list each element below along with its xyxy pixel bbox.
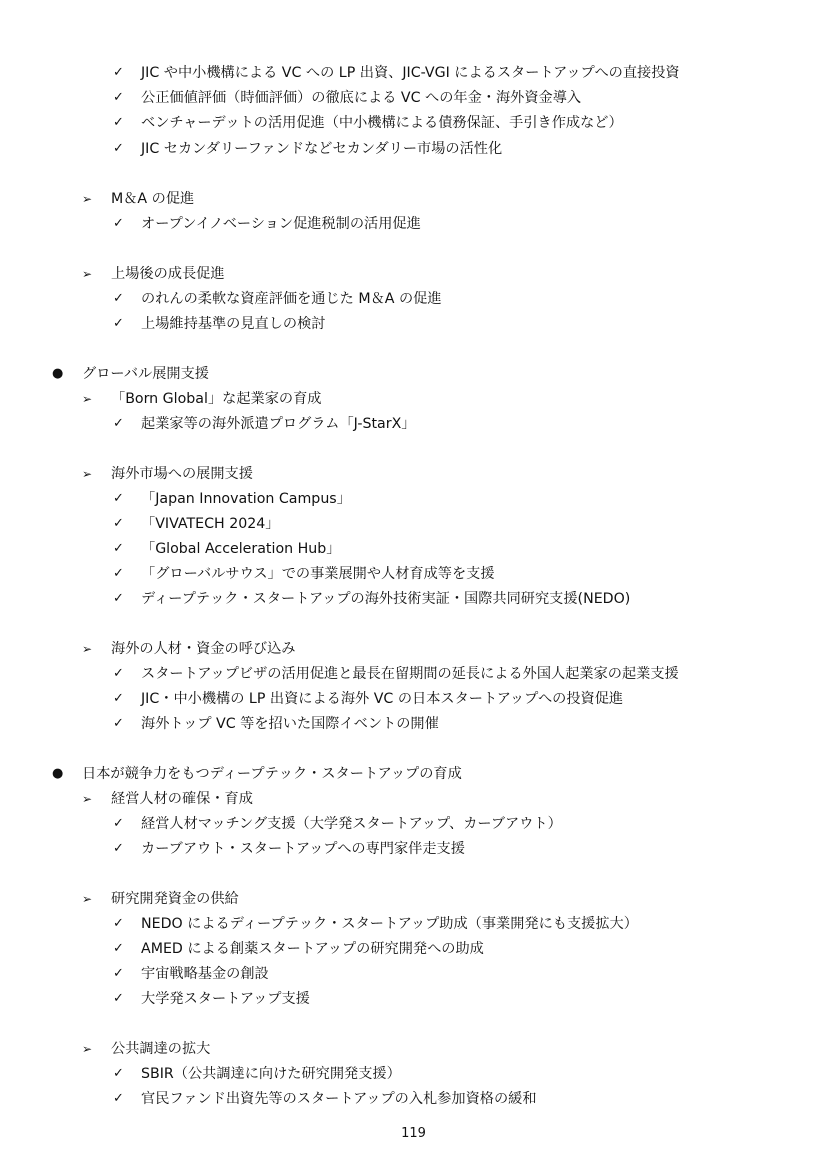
checkmark-icon: ✓ <box>113 316 124 331</box>
checkmark-icon: ✓ <box>113 141 124 156</box>
arrow-bullet-icon: ➢ <box>82 392 93 406</box>
arrow-bullet-icon: ➢ <box>82 792 93 806</box>
checkmark-icon: ✓ <box>113 90 124 105</box>
item-text: 「Global Acceleration Hub」 <box>141 541 341 557</box>
item-text: 起業家等の海外派遣プログラム「J-StarX」 <box>141 416 416 432</box>
checkmark-icon: ✓ <box>113 816 124 831</box>
checkmark-icon: ✓ <box>113 291 124 306</box>
checkmark-icon: ✓ <box>113 941 124 956</box>
arrow-bullet-icon: ➢ <box>82 642 93 656</box>
checkmark-icon: ✓ <box>113 1091 124 1106</box>
item-text: SBIR（公共調達に向けた研究開発支援） <box>141 1066 401 1082</box>
checkmark-icon: ✓ <box>113 115 124 130</box>
item-text: 海外の人材・資金の呼び込み <box>111 641 296 657</box>
item-text: 海外市場への展開支援 <box>111 466 253 482</box>
checkmark-icon: ✓ <box>113 591 124 606</box>
item-text: 研究開発資金の供給 <box>111 891 239 907</box>
bullet-dot-icon: ● <box>52 366 64 381</box>
item-text: ディープテック・スタートアップの海外技術実証・国際共同研究支援(NEDO) <box>141 591 631 607</box>
item-text: JIC や中小機構による VC への LP 出資、JIC-VGI によるスタートアップへの直接投資 <box>141 65 680 81</box>
item-text: 公共調達の拡大 <box>111 1041 211 1057</box>
item-text: 「VIVATECH 2024」 <box>141 516 280 532</box>
item-text: 「Japan Innovation Campus」 <box>141 491 351 507</box>
item-text: 「グローバルサウス」での事業展開や人材育成等を支援 <box>141 566 495 582</box>
item-text: NEDO によるディープテック・スタートアップ助成（事業開発にも支援拡大） <box>141 916 638 932</box>
item-text: 経営人材マッチング支援（大学発スタートアップ、カーブアウト） <box>141 816 562 832</box>
checkmark-icon: ✓ <box>113 916 124 931</box>
item-text: 上場維持基準の見直しの検討 <box>141 316 326 332</box>
arrow-bullet-icon: ➢ <box>82 892 93 906</box>
item-text: オープンイノベーション促進税制の活用促進 <box>141 216 421 232</box>
checkmark-icon: ✓ <box>113 65 124 80</box>
arrow-bullet-icon: ➢ <box>82 467 93 481</box>
item-text: カーブアウト・スタートアップへの専門家伴走支援 <box>141 841 465 857</box>
item-text: スタートアップビザの活用促進と最長在留期間の延長による外国人起業家の起業支援 <box>141 666 679 682</box>
item-text: AMED による創薬スタートアップの研究開発への助成 <box>141 941 484 957</box>
checkmark-icon: ✓ <box>113 541 124 556</box>
checkmark-icon: ✓ <box>113 516 124 531</box>
item-text: ベンチャーデットの活用促進（中小機構による債務保証、手引き作成など） <box>141 115 623 131</box>
item-text: のれんの柔軟な資産評価を通じた M＆A の促進 <box>141 291 442 307</box>
item-text: 日本が競争力をもつディープテック・スタートアップの育成 <box>82 766 462 782</box>
arrow-bullet-icon: ➢ <box>82 267 93 281</box>
bullet-dot-icon: ● <box>52 766 64 781</box>
item-text: 「Born Global」な起業家の育成 <box>111 391 322 407</box>
checkmark-icon: ✓ <box>113 691 124 706</box>
item-text: 大学発スタートアップ支援 <box>141 991 310 1007</box>
item-text: 上場後の成長促進 <box>111 266 225 282</box>
item-text: 海外トップ VC 等を招いた国際イベントの開催 <box>141 716 439 732</box>
item-text: JIC・中小機構の LP 出資による海外 VC の日本スタートアップへの投資促進 <box>141 691 624 707</box>
arrow-bullet-icon: ➢ <box>82 192 93 206</box>
checkmark-icon: ✓ <box>113 416 124 431</box>
checkmark-icon: ✓ <box>113 966 124 981</box>
checkmark-icon: ✓ <box>113 491 124 506</box>
item-text: 宇宙戦略基金の創設 <box>141 966 269 982</box>
page-number: 119 <box>401 1126 426 1141</box>
item-text: グローバル展開支援 <box>82 366 209 382</box>
item-text: M＆A の促進 <box>111 191 195 207</box>
checkmark-icon: ✓ <box>113 216 124 231</box>
item-text: 経営人材の確保・育成 <box>111 791 253 807</box>
item-text: 公正価値評価（時価評価）の徹底による VC への年金・海外資金導入 <box>141 90 582 106</box>
checkmark-icon: ✓ <box>113 666 124 681</box>
arrow-bullet-icon: ➢ <box>82 1042 93 1056</box>
checkmark-icon: ✓ <box>113 566 124 581</box>
checkmark-icon: ✓ <box>113 1066 124 1081</box>
item-text: JIC セカンダリーファンドなどセカンダリー市場の活性化 <box>141 141 503 157</box>
checkmark-icon: ✓ <box>113 841 124 856</box>
checkmark-icon: ✓ <box>113 991 124 1006</box>
checkmark-icon: ✓ <box>113 716 124 731</box>
item-text: 官民ファンド出資先等のスタートアップの入札参加資格の緩和 <box>141 1091 537 1107</box>
